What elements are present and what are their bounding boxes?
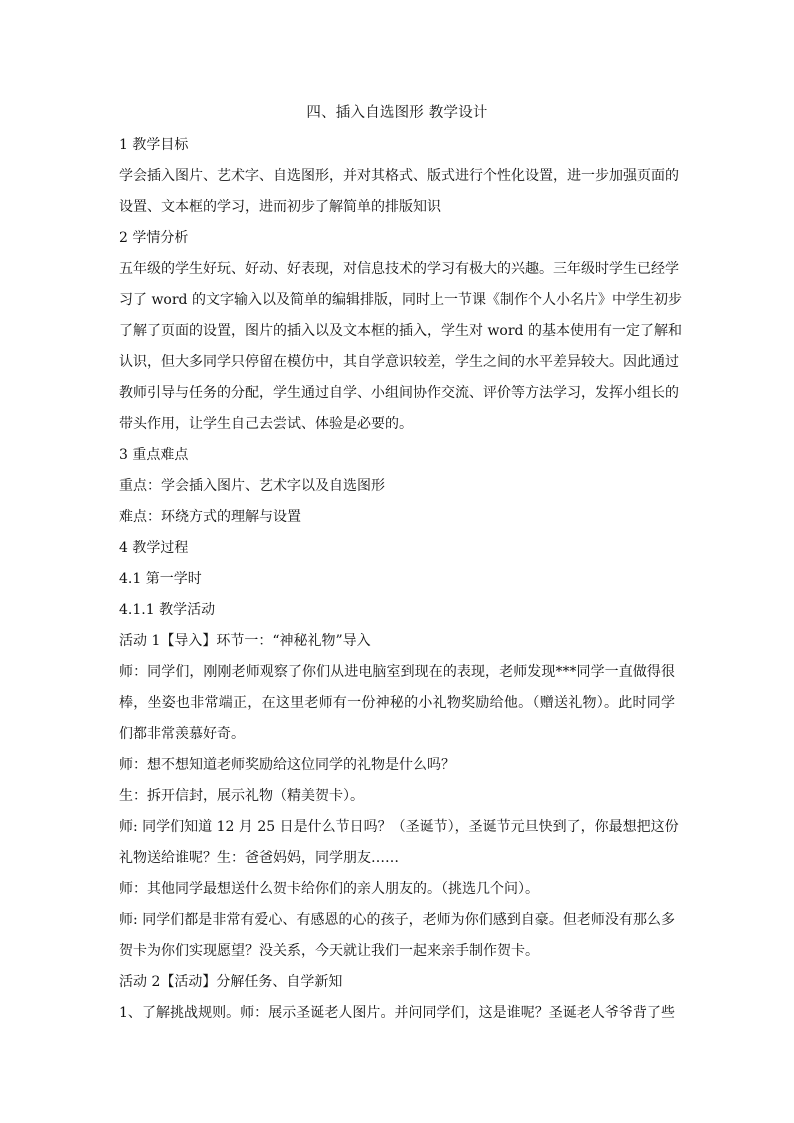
body-line: 4 教学过程 xyxy=(119,540,189,556)
body-line: 4.1 第一学时 xyxy=(119,571,202,587)
body-line: 棒，坐姿也非常端正，在这里老师有一份神秘的小礼物奖励给他。（赠送礼物）。此时同学 xyxy=(119,695,675,711)
body-line: 1、了解挑战规则。师：展示圣诞老人图片。并问同学们，这是谁呢？圣诞老人爷爷背了些 xyxy=(119,1005,675,1021)
body-line: 带头作用，让学生自己去尝试、体验是必要的。 xyxy=(119,416,413,432)
body-line: 2 学情分析 xyxy=(119,230,189,246)
body-line: 重点：学会插入图片、艺术字以及自选图形 xyxy=(119,478,385,494)
body-line: 4.1.1 教学活动 xyxy=(119,602,216,618)
body-line: 设置、文本框的学习，进而初步了解简单的排版知识 xyxy=(119,199,441,215)
body-line: 师: 同学们都是非常有爱心、有感恩的心的孩子，老师为你们感到自豪。但老师没有那么多 xyxy=(119,912,675,928)
document-title: 四、插入自选图形 教学设计 xyxy=(306,105,488,121)
body-line: 了解了页面的设置，图片的插入以及文本框的插入，学生对 word 的基本使用有一定了解和 xyxy=(119,323,682,339)
body-line: 礼物送给谁呢？生：爸爸妈妈，同学朋友…… xyxy=(119,850,399,866)
body-line: 们都非常羡慕好奇。 xyxy=(119,726,245,742)
body-line: 师: 同学们知道 12 月 25 日是什么节日吗？（圣诞节），圣诞节元旦快到了，你最想把这份 xyxy=(119,819,679,835)
body-line: 师：想不想知道老师奖励给这位同学的礼物是什么吗？ xyxy=(119,757,455,773)
document-body xyxy=(119,130,682,1029)
body-line: 贺卡为你们实现愿望？没关系，今天就让我们一起来亲手制作贺卡。 xyxy=(119,943,539,959)
body-line: 教师引导与任务的分配，学生通过自学、小组间协作交流、评价等方法学习，发挥小组长的 xyxy=(119,385,679,401)
body-line: 生：拆开信封，展示礼物（精美贺卡）。 xyxy=(119,788,364,804)
body-line: 认识，但大多同学只停留在模仿中，其自学意识较差，学生之间的水平差异较大。因此通过 xyxy=(119,354,679,370)
body-line: 3 重点难点 xyxy=(119,447,189,463)
body-line: 五年级的学生好玩、好动、好表现，对信息技术的学习有极大的兴趣。三年级时学生已经学 xyxy=(119,261,679,277)
body-line: 师：其他同学最想送什么贺卡给你们的亲人朋友的。（挑选几个问）。 xyxy=(119,881,539,897)
body-line: 活动 2【活动】分解任务、自学新知 xyxy=(119,974,343,990)
body-line: 难点：环绕方式的理解与设置 xyxy=(119,509,301,525)
body-line: 学会插入图片、艺术字、自选图形，并对其格式、版式进行个性化设置，进一步加强页面的 xyxy=(119,168,679,184)
body-line: 活动 1【导入】环节一：“神秘礼物”导入 xyxy=(119,633,371,649)
body-line: 师：同学们，刚刚老师观察了你们从进电脑室到现在的表现，老师发现***同学一直做得很 xyxy=(119,664,675,680)
body-line: 1 教学目标 xyxy=(119,137,189,153)
body-line: 习了 word 的文字输入以及简单的编辑排版，同时上一节课《制作个人小名片》中学生初步 xyxy=(119,292,682,308)
